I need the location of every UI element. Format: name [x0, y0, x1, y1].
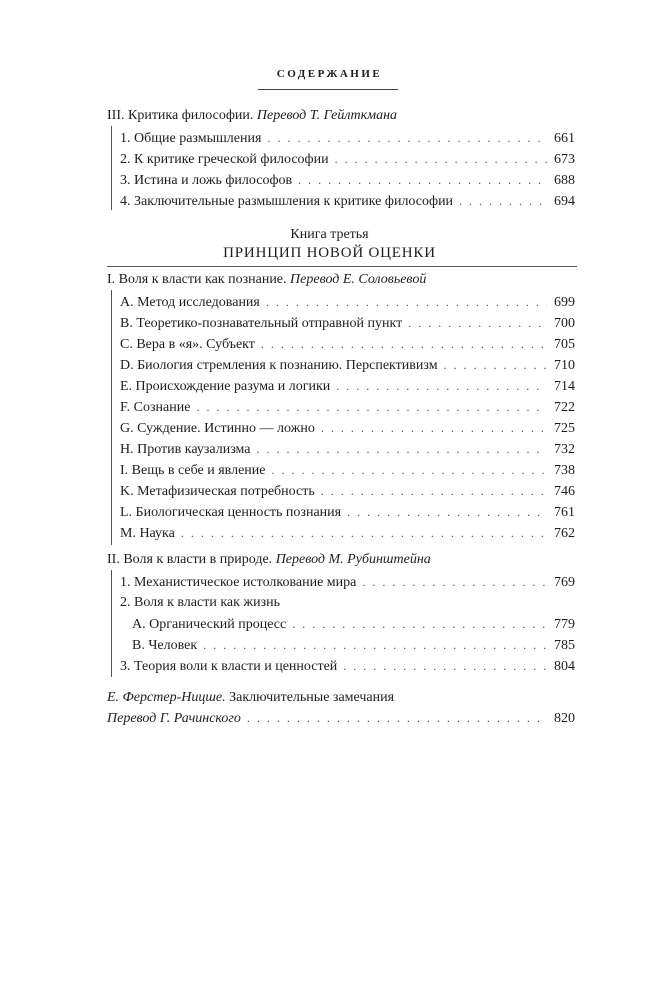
- leader-dots: [247, 709, 547, 727]
- section1-translator: Перевод Е. Соловьевой: [290, 272, 427, 287]
- leader-dots: [196, 398, 547, 416]
- toc-row[interactable]: [120, 524, 575, 543]
- part3-bracket: [111, 126, 112, 210]
- toc-page: 725: [554, 421, 575, 436]
- section1-title: I. Воля к власти как познание.: [107, 272, 287, 287]
- leader-dots: [292, 615, 547, 633]
- leader-dots: [362, 573, 547, 591]
- leader-dots: [335, 150, 547, 168]
- leader-dots: [267, 129, 547, 147]
- toc-row[interactable]: [120, 503, 575, 522]
- part3-translator: Перевод Т. Гейлткмана: [256, 108, 398, 123]
- toc-label: G. Суждение. Истинно — ложно: [120, 421, 315, 436]
- toc-page: 769: [554, 575, 575, 590]
- leader-dots: [266, 293, 547, 311]
- toc-label: E. Происхождение разума и логики: [120, 379, 331, 394]
- toc-row[interactable]: [120, 293, 575, 312]
- section2-bracket: [111, 570, 112, 677]
- toc-page: 661: [554, 131, 575, 146]
- book3-rule: [107, 266, 577, 267]
- toc-page: 732: [554, 442, 575, 457]
- toc-row[interactable]: [120, 573, 575, 592]
- toc-page: 694: [554, 194, 575, 209]
- leader-dots: [408, 314, 547, 332]
- toc-page: 722: [554, 400, 575, 415]
- toc-label: B. Человек: [132, 638, 198, 653]
- section2-heading: [107, 551, 577, 569]
- toc-row[interactable]: [120, 594, 575, 612]
- toc-row[interactable]: [132, 636, 575, 655]
- page-header: СОДЕРЖАНИЕ: [276, 68, 383, 80]
- toc-page: 710: [554, 358, 575, 373]
- closing-author: Е. Ферстер-Ницше.: [107, 690, 226, 705]
- toc-row[interactable]: [120, 440, 575, 459]
- toc-row[interactable]: [120, 419, 575, 438]
- toc-row[interactable]: [120, 335, 575, 354]
- toc-row[interactable]: [120, 150, 575, 169]
- toc-row[interactable]: [120, 129, 575, 148]
- toc-label: 2. Воля к власти как жизнь: [120, 595, 281, 610]
- toc-row[interactable]: [120, 377, 575, 396]
- toc-row[interactable]: [120, 398, 575, 417]
- toc-label: 4. Заключительные размышления к критике философии: [120, 194, 454, 209]
- toc-page: 705: [554, 337, 575, 352]
- leader-dots: [343, 657, 547, 675]
- leader-dots: [347, 503, 547, 521]
- toc-label: L. Биологическая ценность познания: [120, 505, 342, 520]
- toc-row[interactable]: [120, 482, 575, 501]
- leader-dots: [298, 171, 547, 189]
- section1-bracket: [111, 290, 112, 545]
- toc-row[interactable]: [120, 192, 575, 211]
- toc-row[interactable]: [132, 615, 575, 634]
- leader-dots: [336, 377, 547, 395]
- toc-label: 2. К критике греческой философии: [120, 152, 329, 167]
- toc-label: A. Метод исследования: [120, 295, 260, 310]
- leader-dots: [321, 419, 547, 437]
- toc-label: C. Вера в «я». Субъект: [120, 337, 255, 352]
- toc-label: H. Против каузализма: [120, 442, 251, 457]
- toc-label: D. Биология стремления к познанию. Перспективизм: [120, 358, 438, 373]
- leader-dots: [444, 356, 547, 374]
- closing-heading: [107, 689, 577, 707]
- toc-page: 746: [554, 484, 575, 499]
- toc-page: 700: [554, 316, 575, 331]
- toc-label: 1. Общие размышления: [120, 131, 262, 146]
- toc-page: 699: [554, 295, 575, 310]
- toc-row[interactable]: [107, 709, 575, 728]
- part3-heading: [107, 107, 577, 125]
- toc-page: 738: [554, 463, 575, 478]
- toc-page: 820: [554, 711, 575, 726]
- book3-subtitle: Книга третья: [290, 227, 369, 242]
- leader-dots: [203, 636, 547, 654]
- toc-page: 761: [554, 505, 575, 520]
- toc-label: 1. Механистическое истолкование мира: [120, 575, 357, 590]
- toc-row[interactable]: [120, 314, 575, 333]
- toc-row[interactable]: [120, 657, 575, 676]
- toc-page: 688: [554, 173, 575, 188]
- toc-page: 779: [554, 617, 575, 632]
- toc-label: 3. Истина и ложь философов: [120, 173, 293, 188]
- toc-row[interactable]: [120, 461, 575, 480]
- leader-dots: [257, 440, 547, 458]
- toc-page: 762: [554, 526, 575, 541]
- toc-page: 714: [554, 379, 575, 394]
- toc-label: 3. Теория воли к власти и ценностей: [120, 659, 338, 674]
- part3-title: III. Критика философии.: [107, 108, 254, 123]
- section2-title: II. Воля к власти в природе.: [107, 552, 273, 567]
- section1-heading: [107, 271, 577, 289]
- toc-page: 785: [554, 638, 575, 653]
- leader-dots: [459, 192, 547, 210]
- closing-title: Заключительные замечания: [229, 690, 395, 705]
- toc-label: B. Теоретико-познавательный отправной пункт: [120, 316, 403, 331]
- leader-dots: [261, 335, 547, 353]
- toc-row[interactable]: [120, 171, 575, 190]
- leader-dots: [181, 524, 547, 542]
- toc-label: K. Метафизическая потребность: [120, 484, 315, 499]
- section2-translator: Перевод М. Рубинштейна: [275, 552, 431, 567]
- closing-translator: Перевод Г. Рачинского: [107, 711, 241, 726]
- leader-dots: [321, 482, 547, 500]
- leader-dots: [272, 461, 548, 479]
- toc-page: 804: [554, 659, 575, 674]
- toc-label: I. Вещь в себе и явление: [120, 463, 266, 478]
- toc-label: F. Сознание: [120, 400, 191, 415]
- toc-label: A. Органический процесс: [132, 617, 287, 632]
- toc-label: M. Наука: [120, 526, 175, 541]
- header-rule: [258, 89, 398, 90]
- toc-page: 673: [554, 152, 575, 167]
- book3-title: ПРИНЦИП НОВОЙ ОЦЕНКИ: [223, 245, 436, 261]
- toc-row[interactable]: [120, 356, 575, 375]
